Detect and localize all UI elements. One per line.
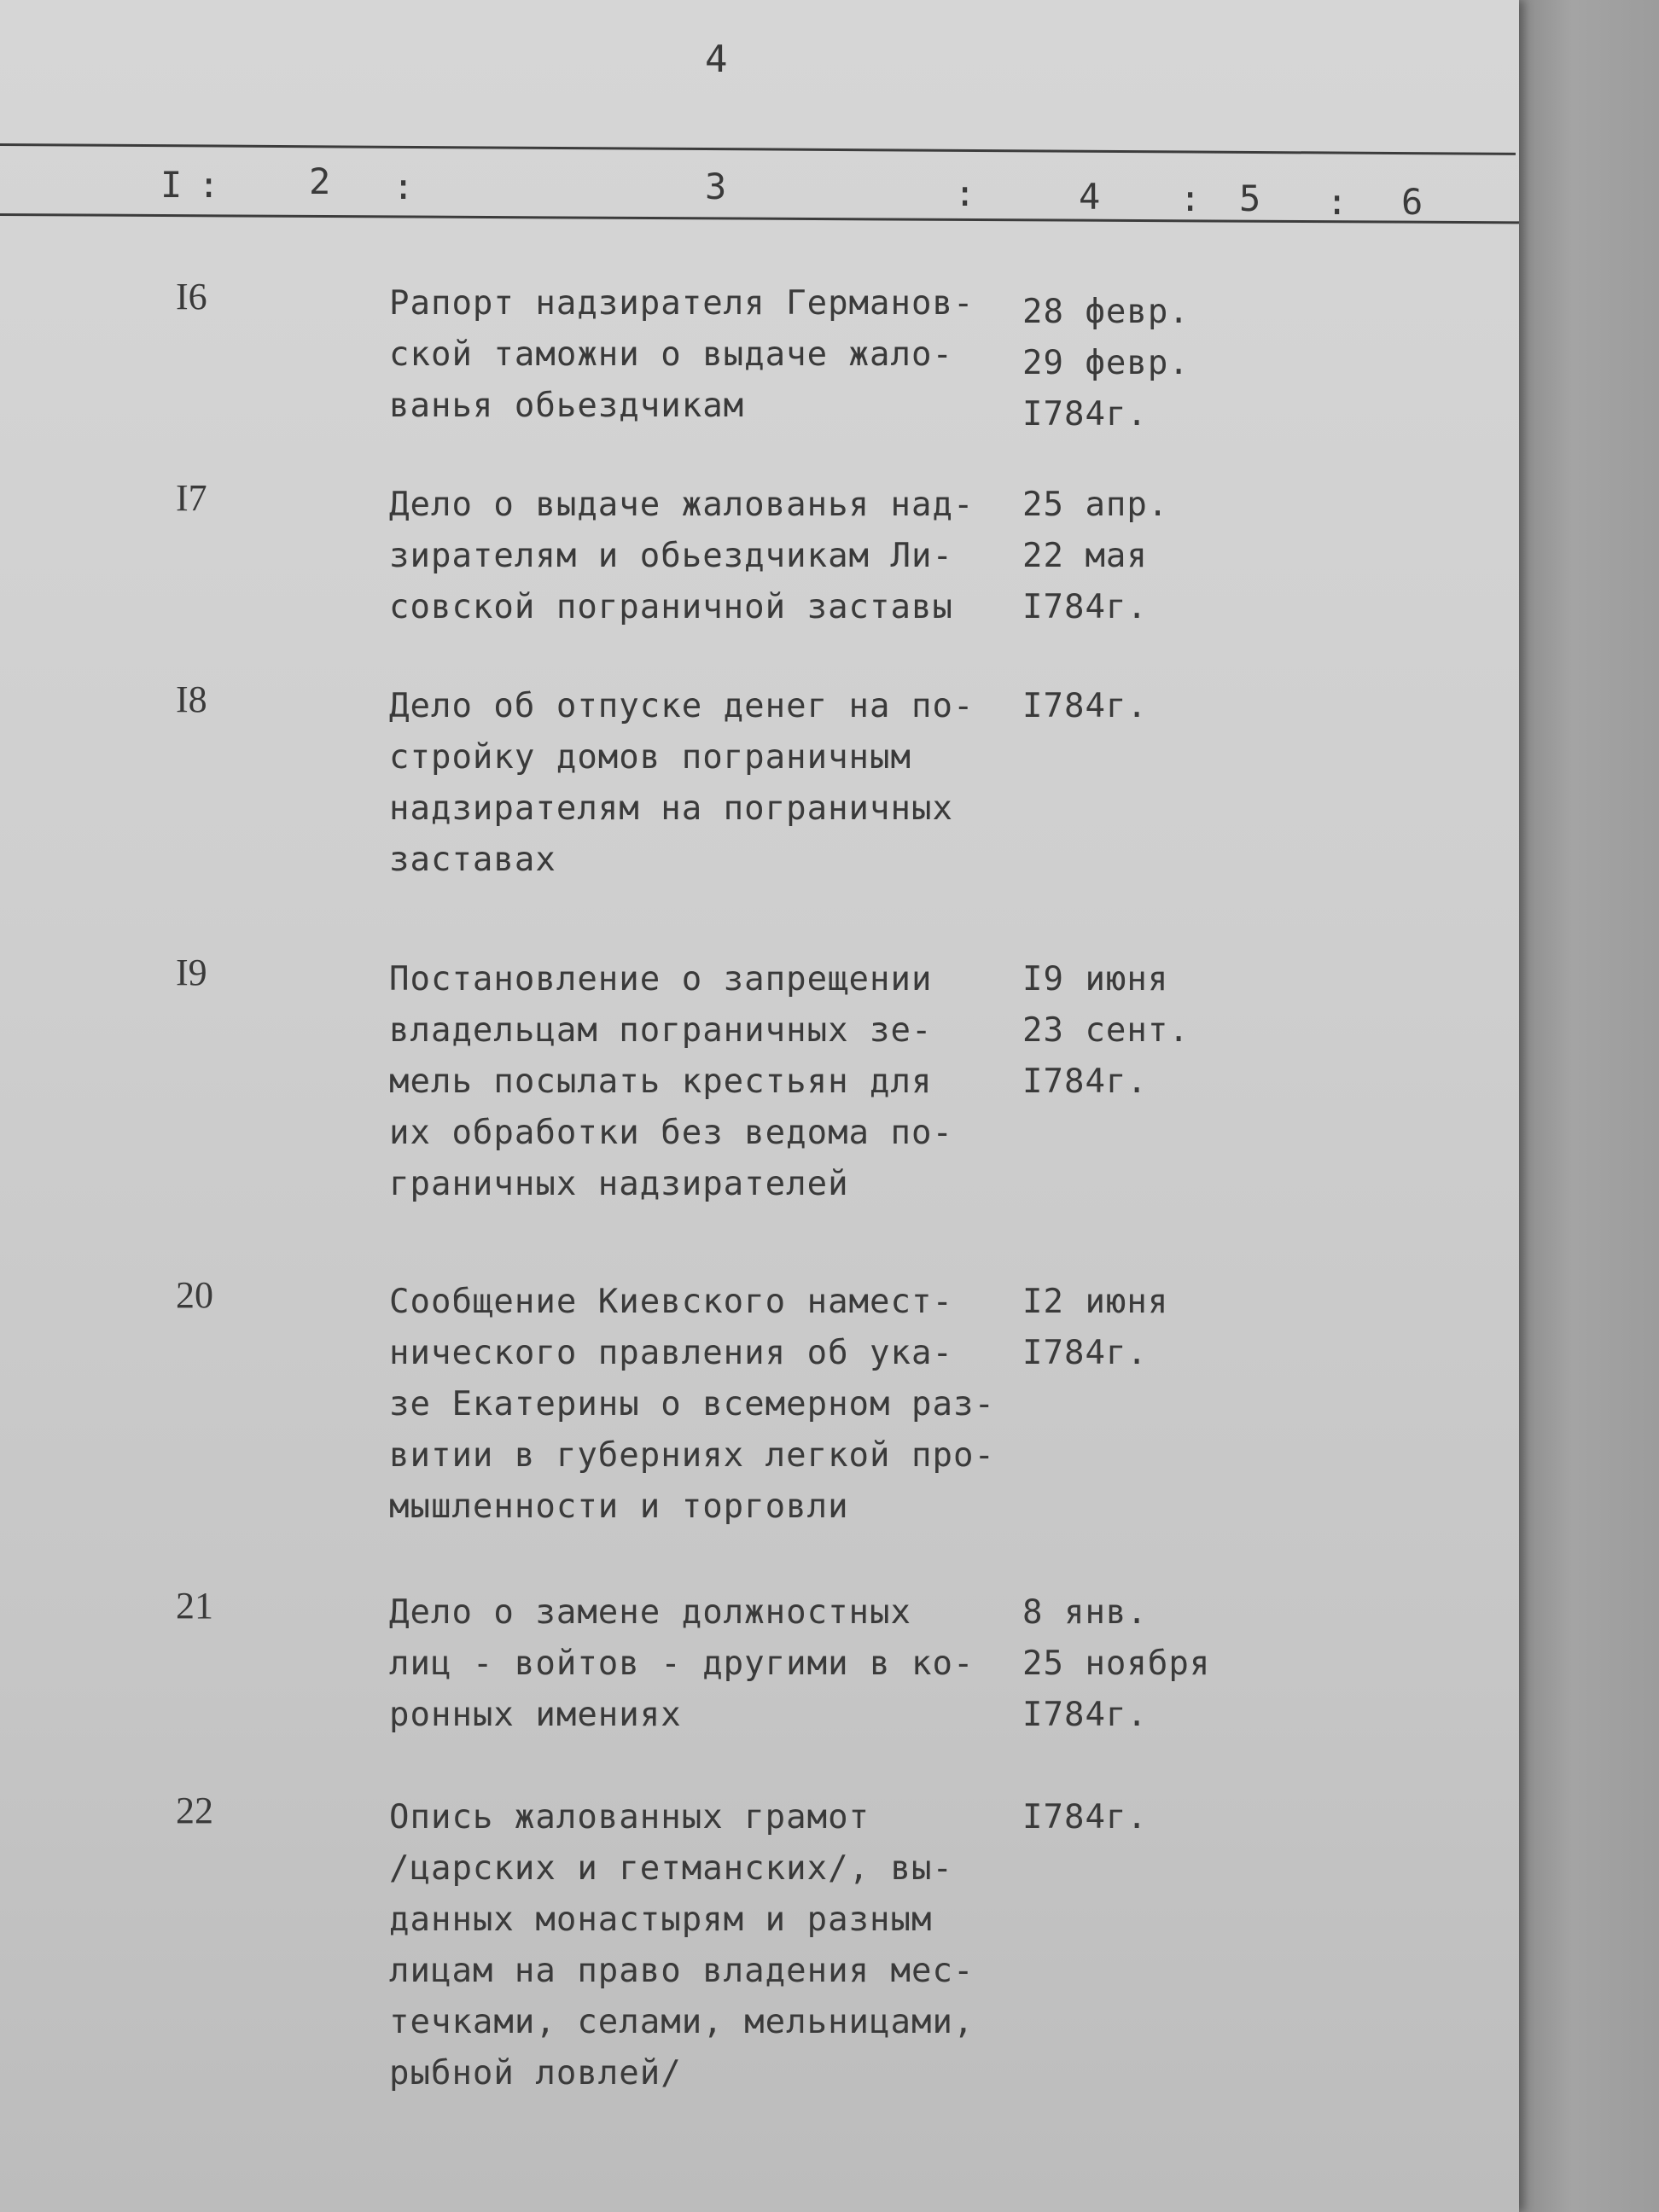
background-surface [1514,0,1659,2212]
column-separator: : [954,172,976,214]
description-line: мель посылать крестьян для [389,1062,933,1101]
entry-number: I7 [176,477,207,519]
description-line: данных монастырям и разным [389,1901,933,1939]
description-line: лицам на право владения мес- [389,1952,975,1990]
description-line: зе Екатерины о всемерном раз- [389,1385,995,1423]
description-line: совской пограничной заставы [389,588,953,626]
date-line: 23 сент. [1022,1011,1190,1050]
description-line: зирателям и обьездчикам Ли- [389,537,953,575]
description-line: рыбной ловлей/ [389,2054,682,2093]
description-line: Дело о выдаче жалованья над- [389,486,975,524]
column-header-4: 4 [1079,176,1101,218]
date-line: 22 мая [1022,537,1148,575]
date-line: 8 янв. [1022,1593,1148,1632]
entry-number: I6 [176,276,207,317]
column-separator: : [1326,181,1348,223]
description-line: Дело об отпуске денег на по- [389,687,975,725]
date-line: I9 июня [1022,960,1169,998]
date-line: I784г. [1022,1798,1148,1837]
entry-dates [1022,1277,1168,1379]
date-line: 25 ноября [1022,1644,1211,1683]
column-separator: : [1179,178,1202,219]
entry-number: 21 [176,1585,213,1627]
column-separator: : [198,164,220,206]
entry-description [389,278,1021,432]
description-line: лиц - войтов - другими в ко- [389,1644,975,1683]
description-line: мышленности и торговли [389,1487,849,1526]
description-line: Опись жалованных грамот [389,1798,870,1837]
description-line: нического правления об ука- [389,1334,953,1372]
date-line: I784г. [1022,1062,1148,1101]
date-line: I784г. [1022,588,1148,626]
entry-description [389,1277,1021,1533]
description-line: течками, селами, мельницами, [389,2003,975,2041]
description-line: витии в губерниях легкой про- [389,1436,995,1475]
description-line: Сообщение Киевского намест- [389,1283,953,1321]
description-line: Постановление о запрещении [389,960,933,998]
description-line: Рапорт надзирателя Германов- [389,284,975,323]
entry-dates [1022,954,1190,1108]
description-line: владельцам пограничных зе- [389,1011,933,1050]
date-line: I784г. [1022,395,1148,434]
date-line: I784г. [1022,1696,1148,1734]
date-line: I2 июня [1022,1283,1169,1321]
entry-description [389,681,1021,886]
description-line: ванья обьездчикам [389,387,745,425]
description-line: надзирателям на пограничных [389,789,953,828]
description-line: заставах [389,841,556,879]
entry-dates [1022,681,1148,732]
date-line: 25 апр. [1022,486,1169,524]
entry-description [389,480,1021,633]
entry-number: 22 [176,1790,213,1831]
page-number: 4 [705,38,728,81]
entry-number: I9 [176,952,207,993]
description-line: Дело о замене должностных [389,1593,911,1632]
date-line: I784г. [1022,687,1148,725]
description-line: ской таможни о выдаче жало- [389,335,953,374]
date-line: 28 февр. [1022,293,1190,331]
description-line: граничных надзирателей [389,1165,849,1203]
entry-dates [1022,1587,1210,1741]
entry-dates [1022,287,1190,440]
description-line: /царских и гетманских/, вы- [389,1849,953,1888]
column-header-2: 2 [309,160,331,202]
entry-dates [1022,480,1168,633]
description-line: стройку домов пограничным [389,738,911,777]
entry-description [389,954,1021,1210]
date-line: I784г. [1022,1334,1148,1372]
entry-description [389,1792,1021,2099]
header-rule-top [0,143,1516,155]
date-line: 29 февр. [1022,344,1190,382]
entry-dates [1022,1792,1148,1843]
entry-description [389,1587,1021,1741]
description-line: их обработки без ведома по- [389,1114,953,1152]
column-header-5: 5 [1239,178,1261,219]
column-header-1: I [160,164,183,206]
column-header-6: 6 [1401,181,1423,223]
entry-number: I8 [176,678,207,720]
header-rule-bottom [0,213,1519,224]
column-separator: : [393,166,415,207]
description-line: ронных имениях [389,1696,682,1734]
column-header-3: 3 [705,166,727,207]
entry-number: 20 [176,1274,213,1316]
